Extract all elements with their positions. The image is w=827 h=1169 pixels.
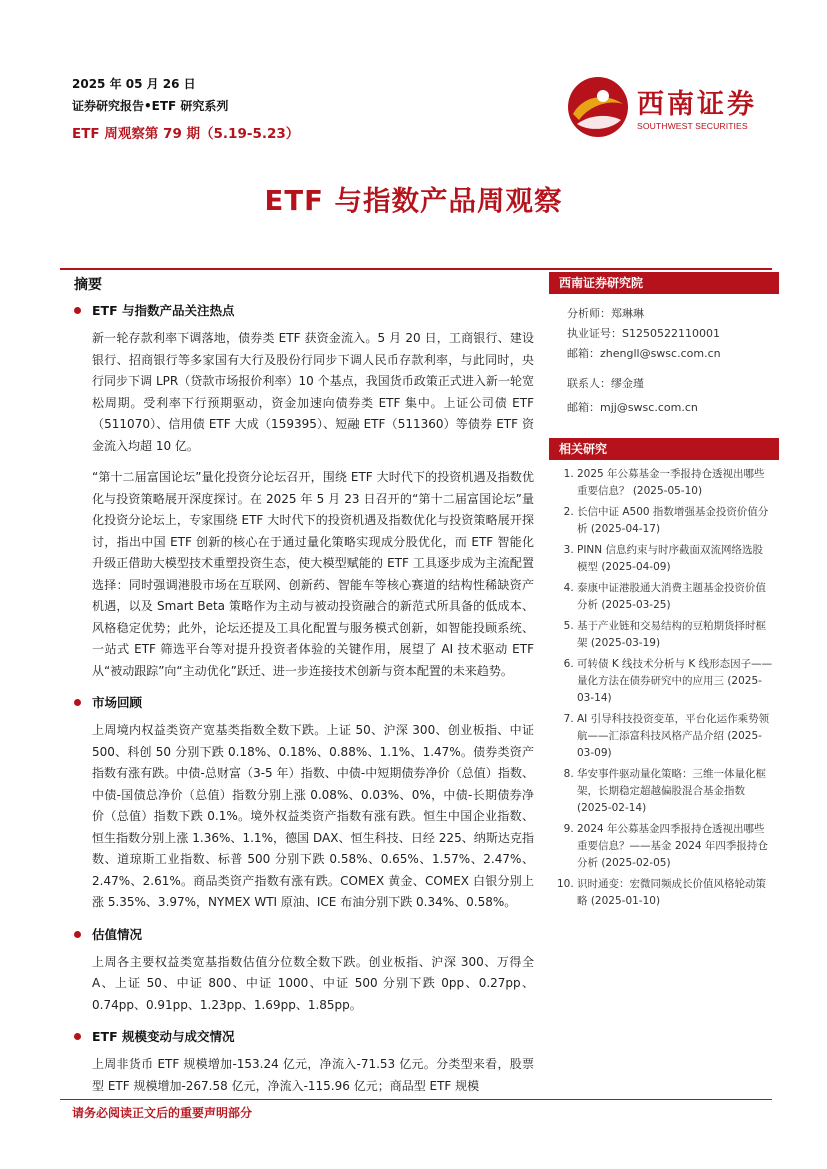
logo-en-text: SOUTHWEST SECURITIES	[637, 121, 748, 131]
paragraph: “第十二届富国论坛”量化投资分论坛召开，围绕 ETF 大时代下的投资机遇及指数优化与投资策略展开深度探讨。在 2025 年 5 月 23 日召开的“第十二届富国论坛”量化投资分论坛上，专家围绕 ETF 大时代下的投资机遇及指数优化与投资策略展开探讨，指出中国 ETF 创新的核心在于通过量化策略实现成分股优化，而 ETF 智能化升级正借助大模型技术重塑投资生态，使大模型赋能的 ETF 工具逐步成为主流配置选择：同时强调港股市场在互联网、创新药、智能车等核心赛道的结构性稀缺资产机遇，以及 Smart Beta 策略作为主动与被动投资融合的新范式所具备的低成本、风格稳定优势；此外，论坛还提及工具化配置与服务模式创新，如智能投顾系统、一站式 ETF 筛选平台等对提升投资者体验的关键作用，展望了 AI 技术驱动 ETF 从“被动跟踪”向“主动优化”跃迁、进一步连接技术创新与资本配置的未来趋势。	[92, 470, 534, 678]
related-research-item[interactable]: 3. PINN 信息约束与时序截面双流网络选股模型 (2025-04-09)	[577, 542, 773, 576]
related-research-item[interactable]: 10. 识时通变：宏微同频成长价值风格轮动策略 (2025-01-10)	[577, 876, 773, 910]
logo-cn-text: 西南证券	[637, 89, 757, 120]
section-heading-text: 估值情况	[92, 926, 143, 942]
footer-disclaimer: 请务必阅读正文后的重要声明部分	[72, 1106, 253, 1120]
related-research-item[interactable]: 6. 可转债 K 线技术分析与 K 线形态因子——量化方法在债券研究中的应用三 (2025-03-14)	[577, 656, 773, 707]
section-heading-etf-scale	[72, 1026, 534, 1048]
analyst-license: 执业证号：S1250522110001	[567, 327, 720, 340]
analyst-name: 分析师：郑琳琳	[567, 307, 644, 320]
related-research-header: 相关研究	[549, 438, 779, 460]
report-series: 证券研究报告•ETF 研究系列	[72, 99, 229, 113]
paragraph: 上周各主要权益类宽基指数估值分位数全数下跌。创业板指、沪深 300、万得全 A、上证 50、中证 800、中证 1000、中证 500 分别下跌 0pp、0.27pp、0.74pp、0.91pp、1.23pp、1.69pp、1.85pp。	[92, 954, 534, 1012]
footer-divider	[60, 1099, 772, 1100]
bullet-icon	[74, 307, 81, 314]
contact-name: 联系人：缪金瑾	[567, 377, 644, 390]
paragraph: 上周境内权益类资产宽基类指数全数下跌。上证 50、沪深 300、创业板指、中证 500、科创 50 分别下跌 0.18%、0.18%、0.88%、1.1%、1.47%。债券类资产指数有涨有跌。中债-总财富（3-5 年）指数、中债-中短期债券净价（总值）指数、中债-国债总净价（总值）指数分别上涨 0.08%、0.03%、0%，中债-长期债券净价（总值）指数下跌 0.1%。境外权益类资产指数有涨有跌。恒生中国企业指数、恒生指数分别上涨 1.36%、1.1%，德国 DAX、恒生科技、日经 225、纳斯达克指数、道琼斯工业指数、标普 500 分别下跌 0.58%、0.65%、1.57%、2.47%、2.47%、2.61%。商品类资产指数有涨有跌。COMEX 黄金、COMEX 白银分别上涨 5.35%、3.97%，NYMEX WTI 原油、ICE 布油分别下跌 0.34%、0.58%。	[92, 723, 534, 909]
section-heading-valuation	[72, 924, 534, 946]
analyst-email[interactable]: 邮箱：zhengll@swsc.com.cn	[567, 347, 721, 360]
section-heading-text: 市场回顾	[92, 695, 143, 710]
related-research-item[interactable]: 1. 2025 年公募基金一季报持仓透视出哪些重要信息？ (2025-05-10)	[577, 466, 773, 500]
page-title: ETF 与指数产品周观察	[264, 185, 563, 217]
logo-emblem-icon	[565, 74, 631, 140]
header-divider	[60, 268, 772, 270]
spacer	[567, 364, 779, 374]
bullet-icon	[74, 931, 81, 938]
bullet-icon	[74, 1033, 81, 1040]
summary-heading: 摘要	[74, 277, 102, 293]
analyst-info	[549, 294, 779, 418]
bullet-icon	[74, 699, 81, 706]
report-date: 2025 年 05 月 26 日	[72, 77, 196, 91]
related-research-item[interactable]: 5. 基于产业链和交易结构的豆粕期货择时框架 (2025-03-19)	[577, 618, 773, 652]
institute-header: 西南证券研究院	[549, 272, 779, 294]
report-issue: ETF 周观察第 79 期（5.19-5.23）	[72, 126, 300, 142]
related-research-item[interactable]: 2. 长信中证 A500 指数增强基金投资价值分析 (2025-04-17)	[577, 504, 773, 538]
sidebar	[549, 272, 779, 914]
related-research-item[interactable]: 9. 2024 年公募基金四季报持仓透视出哪些重要信息？——基金 2024 年四季报持仓分析 (2025-02-05)	[577, 821, 773, 872]
section-heading-market-review	[72, 692, 534, 714]
summary-column	[72, 272, 534, 1097]
related-research-item[interactable]: 7. AI 引导科技投资变革，平台化运作乘势领航——汇添富科技风格产品介绍 (2025-03-09)	[577, 711, 773, 762]
related-research-item[interactable]: 4. 泰康中证港股通大消费主题基金投资价值分析 (2025-03-25)	[577, 580, 773, 614]
paragraph: 上周非货币 ETF 规模增加-153.24 亿元，净流入-71.53 亿元。分类型来看，股票型 ETF 规模增加-267.58 亿元，净流入-115.96 亿元；商品型 ETF 规模	[92, 1057, 534, 1093]
southwest-securities-logo	[565, 72, 775, 142]
related-research-item[interactable]: 8. 华安事件驱动量化策略：三维一体量化框架，长期稳定超越偏股混合基金指数 (2025-02-14)	[577, 766, 773, 817]
section-heading-text: ETF 规模变动与成交情况	[92, 1029, 235, 1044]
section-heading-text: ETF 与指数产品关注热点	[92, 303, 235, 318]
paragraph: 新一轮存款利率下调落地，债券类 ETF 获资金流入。5 月 20 日，工商银行、建设银行、招商银行等多家国有大行及股份行同步下调人民币存款利率，与此同时，央行同步下调 LPR（贷款市场报价利率）10 个基点，我国货币政策正式进入新一轮宽松周期。受利率下行预期驱动，资金加速向债券类 ETF 集中。上证公司债 ETF（511070）、信用债 ETF 大成（159395）、短融 ETF（511360）等债券 ETF 资金流入均超 10 亿。	[92, 331, 534, 453]
related-research-list	[549, 460, 779, 910]
contact-email[interactable]: 邮箱：mjj@swsc.com.cn	[567, 401, 698, 414]
section-heading-hotspots	[72, 300, 534, 322]
